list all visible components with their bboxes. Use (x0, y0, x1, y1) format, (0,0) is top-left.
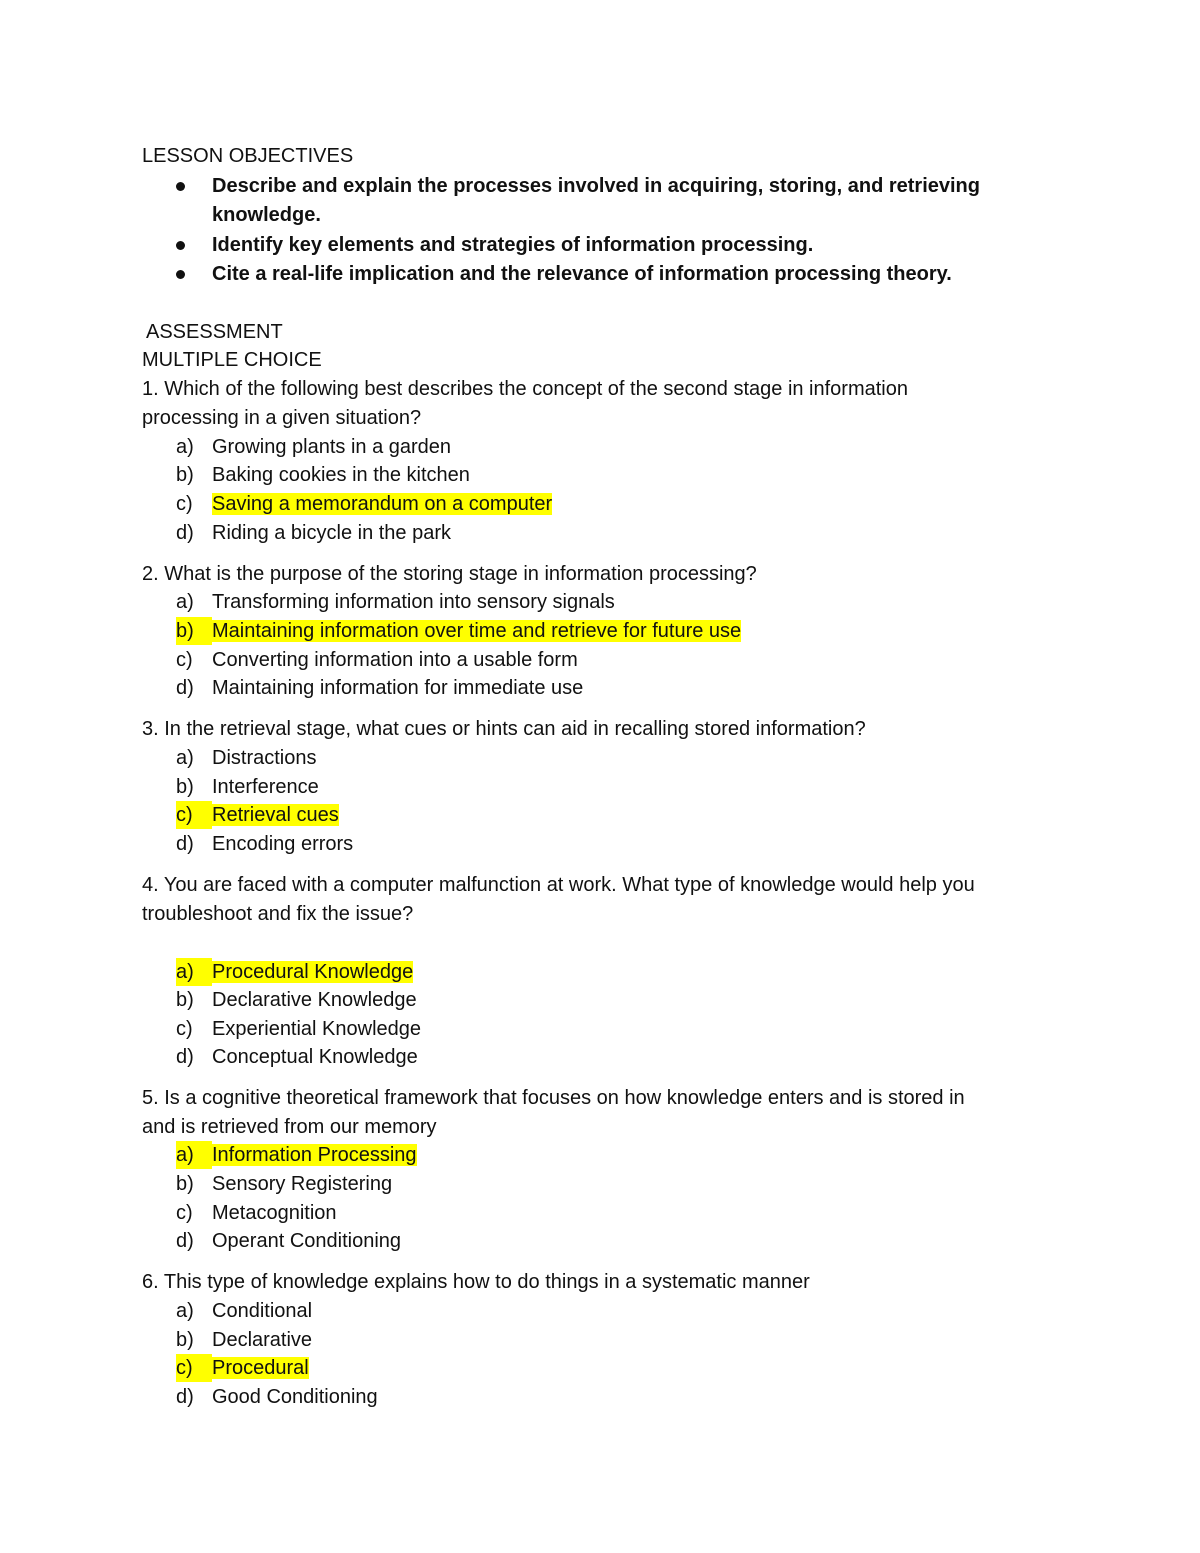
option-text: Good Conditioning (212, 1386, 378, 1408)
option-letter: b) (176, 989, 194, 1011)
option-answer-highlighted (176, 958, 413, 986)
option-text: Procedural (212, 1357, 309, 1379)
option-text: Converting information into a usable form (212, 649, 578, 671)
option-letter: a) (176, 958, 212, 986)
option (176, 1297, 312, 1325)
assessment-heading: ASSESSMENT (146, 321, 283, 343)
option (176, 1326, 312, 1354)
option-letter: a) (176, 1141, 212, 1169)
option-text: Information Processing (212, 1144, 417, 1166)
option-text: Saving a memorandum on a computer (212, 493, 553, 515)
option (176, 519, 451, 547)
option (176, 1383, 378, 1411)
option-letter: c) (176, 1202, 193, 1224)
option-letter: c) (176, 1018, 193, 1040)
option (176, 986, 417, 1014)
option-text: Declarative Knowledge (212, 989, 417, 1011)
bullet-icon (176, 270, 185, 279)
question-text: 5. Is a cognitive theoretical framework that focuses on how knowledge enters and is stored in (142, 1087, 965, 1109)
option (176, 588, 615, 616)
option-text: Maintaining information over time and retrieve for future use (212, 620, 742, 642)
option-letter: b) (176, 617, 212, 645)
question-text: 4. You are faced with a computer malfunction at work. What type of knowledge would help you (142, 874, 975, 896)
option (176, 1043, 418, 1071)
option-text: Declarative (212, 1329, 313, 1351)
option-text: Encoding errors (212, 833, 354, 855)
option (176, 674, 583, 702)
option (176, 830, 353, 858)
bullet-icon (176, 182, 185, 191)
option-text: Retrieval cues (212, 804, 339, 826)
option-answer-highlighted (176, 490, 552, 518)
question-text: 3. In the retrieval stage, what cues or hints can aid in recalling stored information? (142, 718, 866, 740)
option-text: Transforming information into sensory signals (212, 591, 615, 613)
option-text: Sensory Registering (212, 1173, 393, 1195)
question-text: 1. Which of the following best describes the concept of the second stage in information (142, 378, 908, 400)
option-letter: c) (176, 649, 193, 671)
question-text-continued: and is retrieved from our memory (142, 1116, 437, 1138)
option (176, 1015, 421, 1043)
option-text: Metacognition (212, 1202, 337, 1224)
option-letter: c) (176, 1354, 212, 1382)
option (176, 1199, 337, 1227)
option-letter: c) (176, 801, 212, 829)
question-text: 2. What is the purpose of the storing stage in information processing? (142, 563, 757, 585)
option-letter: b) (176, 464, 194, 486)
objective-item: Describe and explain the processes involved in acquiring, storing, and retrieving (212, 175, 980, 197)
option-letter: d) (176, 1386, 194, 1408)
option-letter: d) (176, 1230, 194, 1252)
objective-item: Identify key elements and strategies of information processing. (212, 234, 814, 256)
option-letter: a) (176, 591, 194, 613)
option (176, 646, 578, 674)
option-text: Growing plants in a garden (212, 436, 452, 458)
option (176, 1227, 401, 1255)
option (176, 461, 470, 489)
option-answer-highlighted (176, 1141, 417, 1169)
option-text: Baking cookies in the kitchen (212, 464, 470, 486)
question-text-continued: troubleshoot and fix the issue? (142, 903, 414, 925)
question-text: 6. This type of knowledge explains how to do things in a systematic manner (142, 1271, 810, 1293)
bullet-icon (176, 241, 185, 250)
option (176, 1170, 392, 1198)
option (176, 773, 319, 801)
option-letter: a) (176, 1300, 194, 1322)
option-letter: b) (176, 1329, 194, 1351)
option-answer-highlighted (176, 801, 339, 829)
option-text: Interference (212, 776, 319, 798)
option (176, 433, 451, 461)
option-letter: b) (176, 1173, 194, 1195)
option-letter: a) (176, 436, 194, 458)
option-letter: d) (176, 522, 194, 544)
multiple-choice-heading: MULTIPLE CHOICE (142, 349, 322, 371)
option-text: Maintaining information for immediate use (212, 677, 584, 699)
option-text: Distractions (212, 747, 317, 769)
option-letter: d) (176, 1046, 194, 1068)
lesson-objectives-heading: LESSON OBJECTIVES (142, 145, 354, 167)
option-letter: c) (176, 493, 193, 515)
option-letter: d) (176, 833, 194, 855)
question-text-continued: processing in a given situation? (142, 407, 422, 429)
option-letter: b) (176, 776, 194, 798)
option-text: Operant Conditioning (212, 1230, 402, 1252)
option-text: Experiential Knowledge (212, 1018, 422, 1040)
option (176, 744, 316, 772)
option-text: Conditional (212, 1300, 313, 1322)
option-text: Procedural Knowledge (212, 961, 414, 983)
option-answer-highlighted (176, 1354, 309, 1382)
option-answer-highlighted (176, 617, 741, 645)
objective-item-continued: knowledge. (212, 204, 321, 226)
option-text: Conceptual Knowledge (212, 1046, 418, 1068)
option-letter: d) (176, 677, 194, 699)
objective-item: Cite a real-life implication and the relevance of information processing theory. (212, 263, 952, 285)
option-letter: a) (176, 747, 194, 769)
option-text: Riding a bicycle in the park (212, 522, 452, 544)
